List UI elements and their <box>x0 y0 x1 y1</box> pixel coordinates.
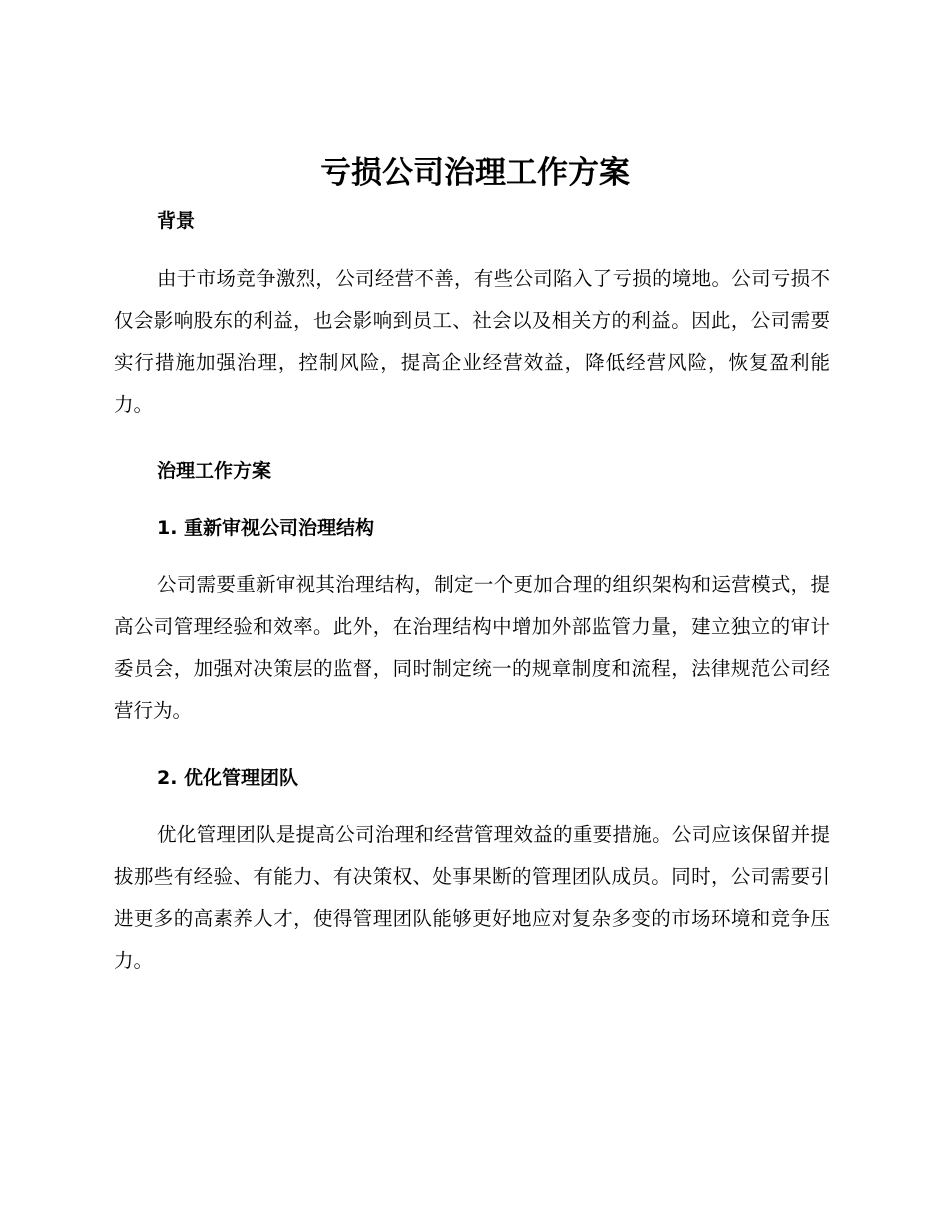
subsection-heading-2: 2. 优化管理团队 <box>157 767 299 789</box>
subsection-heading-1: 1. 重新审视公司治理结构 <box>157 517 375 539</box>
section-heading-plan: 治理工作方案 <box>157 460 272 482</box>
section-heading-background: 背景 <box>157 210 196 232</box>
paragraph-item1: 公司需要重新审视其治理结构，制定一个更加合理的组织架构和运营模式，提高公司管理经验和效率。此外，在治理结构中增加外部监管力量，建立独立的审计委员会，加强对决策层的监督，同时制定统一的规章制度和流程，法律规范公司经营行为。 <box>114 573 830 722</box>
paragraph-background: 由于市场竞争激烈，公司经营不善，有些公司陷入了亏损的境地。公司亏损不仅会影响股东的利益，也会影响到员工、社会以及相关方的利益。因此，公司需要实行措施加强治理，控制风险，提高企业经营效益，降低经营风险，恢复盈利能力。 <box>114 267 830 416</box>
paragraph-item2: 优化管理团队是提高公司治理和经营管理效益的重要措施。公司应该保留并提拔那些有经验、有能力、有决策权、处事果断的管理团队成员。同时，公司需要引进更多的高素养人才，使得管理团队能够更好地应对复杂多变的市场环境和竞争压力。 <box>114 823 830 972</box>
document-title: 亏损公司治理工作方案 <box>320 155 630 191</box>
